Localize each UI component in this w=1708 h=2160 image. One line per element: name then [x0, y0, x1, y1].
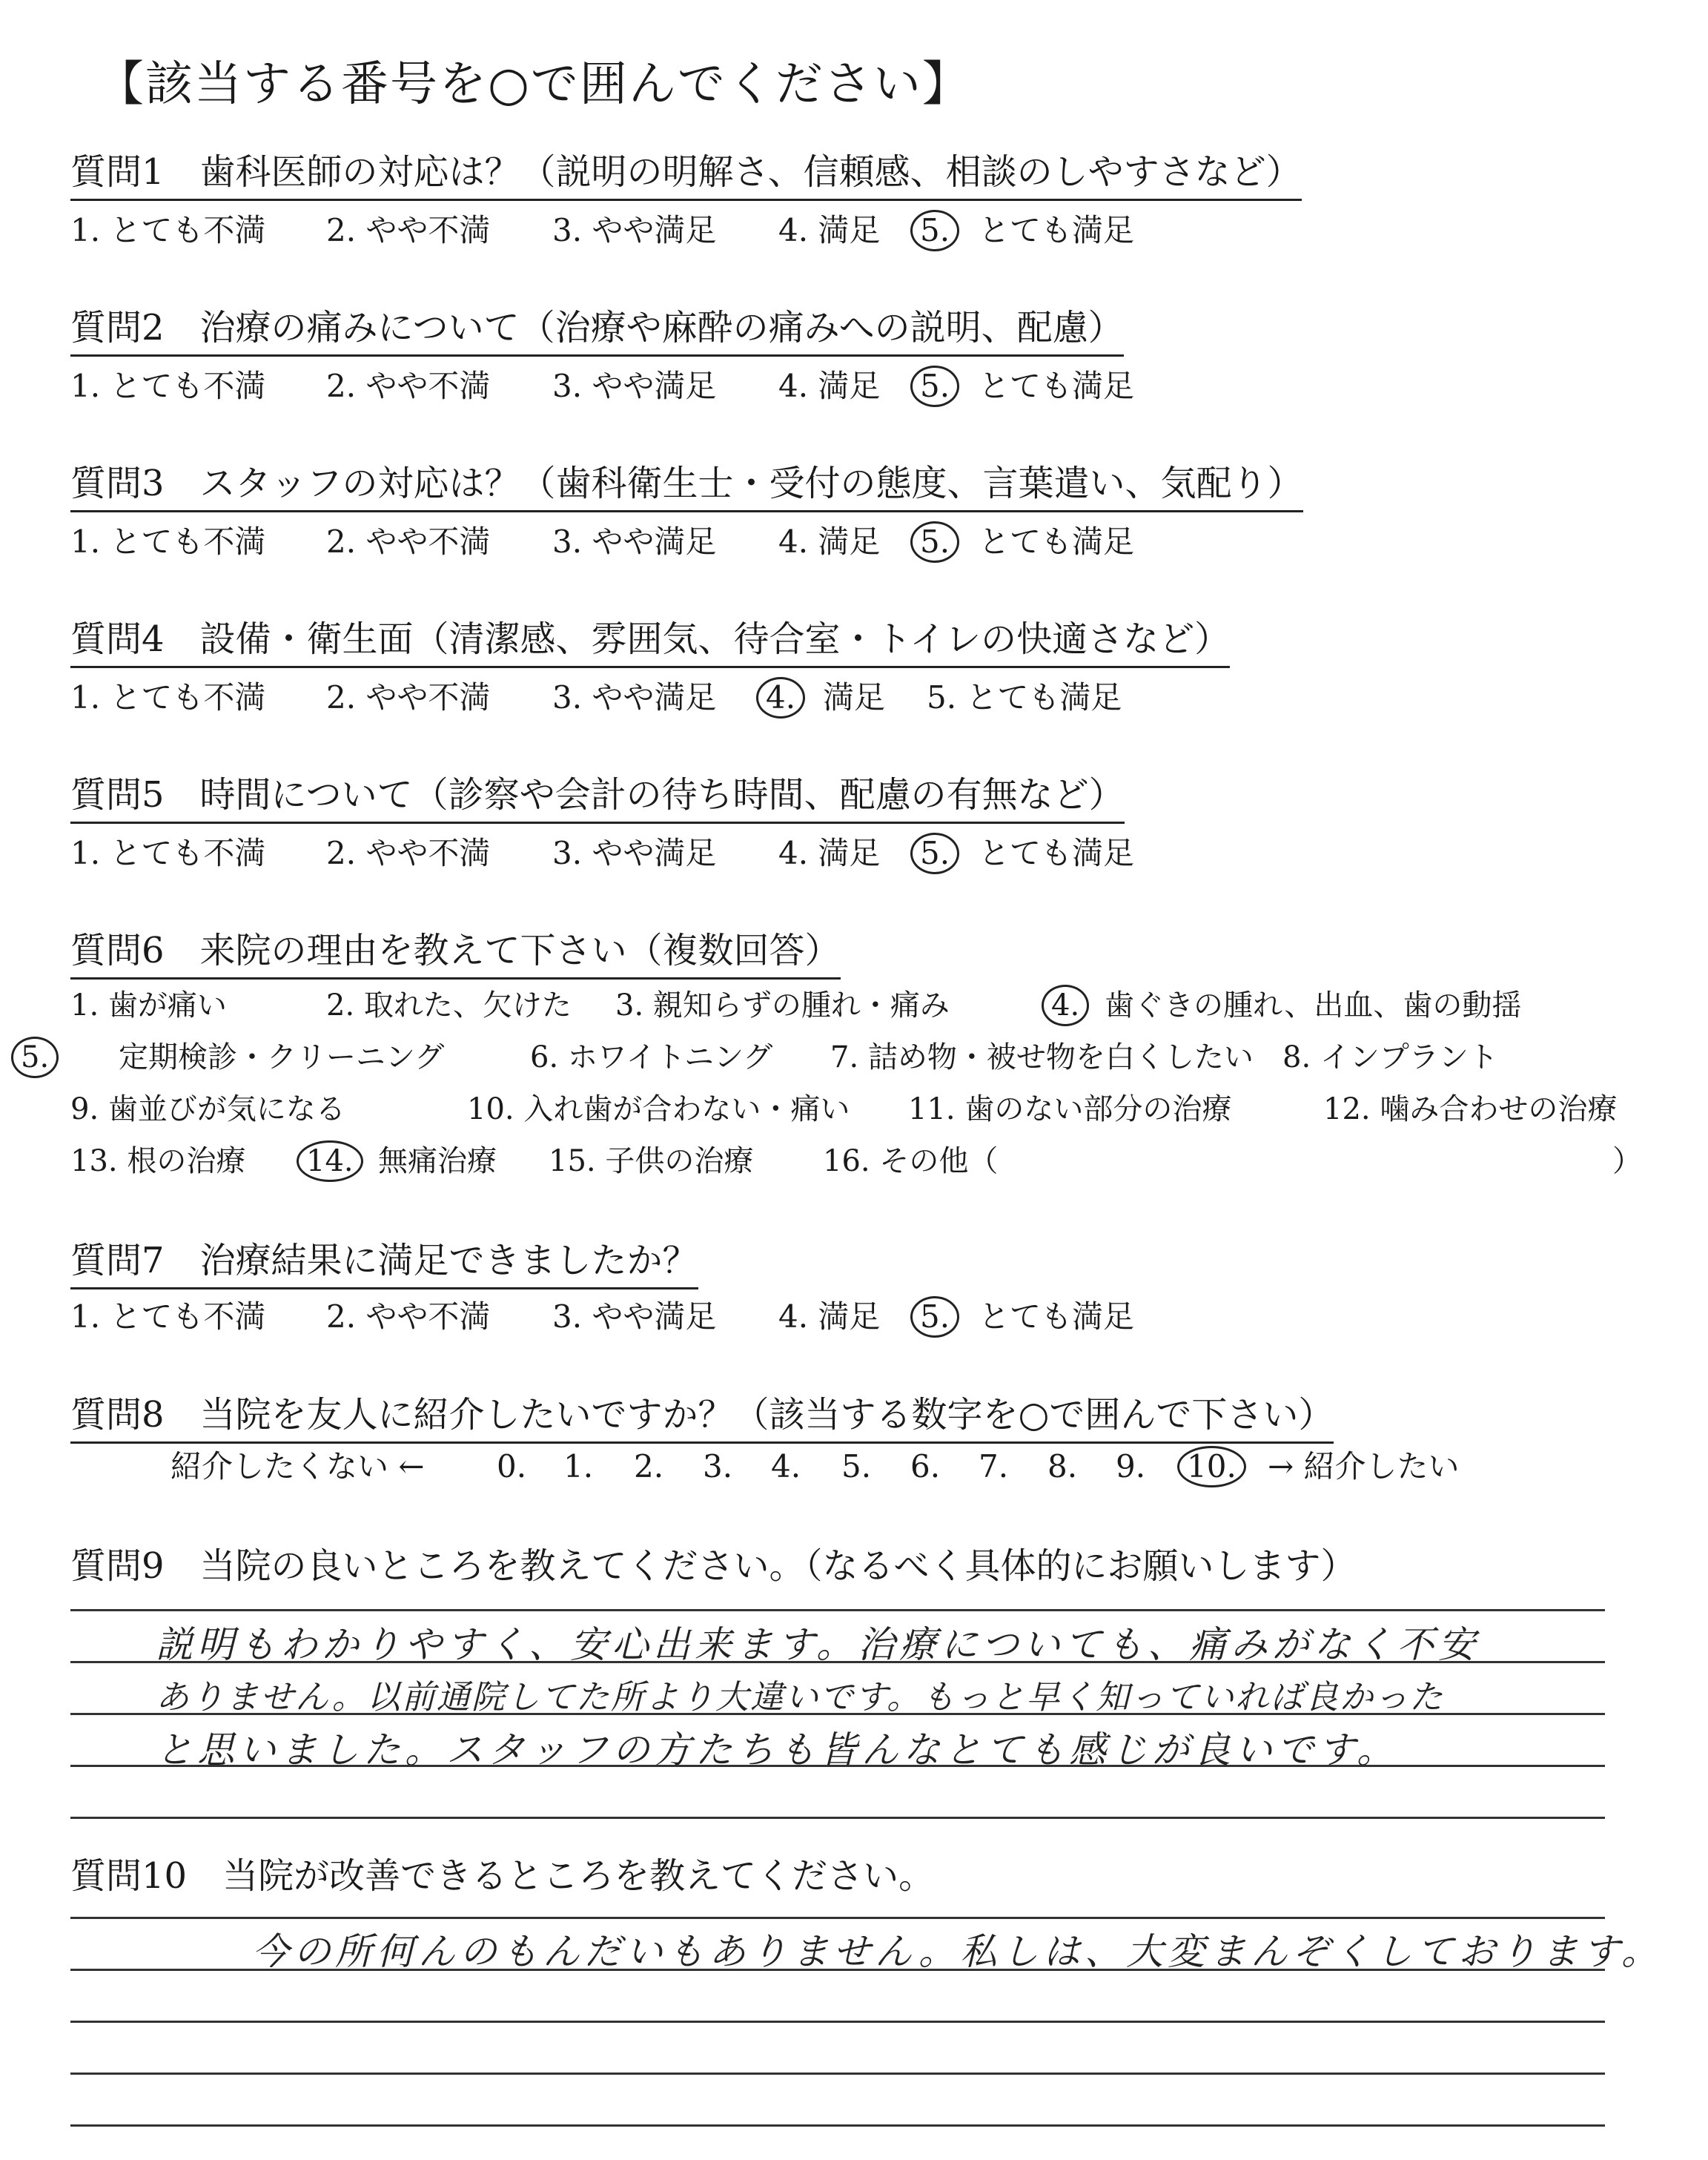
option: 無痛治療	[378, 1144, 497, 1178]
scale-selected-circle[interactable]: 10.	[1177, 1446, 1246, 1487]
option: とても満足	[979, 1298, 1135, 1335]
scale-value[interactable]: 8.	[1047, 1448, 1078, 1484]
option[interactable]: 3. やや満足	[552, 835, 717, 871]
handwritten-answer-line-1: 説明もわかりやすく、安心出来ます。治療についても、痛みがなく不安	[156, 1623, 1480, 1666]
option-selected-circle[interactable]: 5.	[11, 1037, 59, 1078]
scale-value[interactable]: 6.	[910, 1448, 941, 1484]
question-1-heading: 質問1 歯科医師の対応は？（説明の明解さ、信頼感、相談のしやすさなど）	[70, 150, 1302, 201]
option: 満足	[823, 679, 886, 716]
answer-line	[70, 1917, 1605, 1919]
scale-value[interactable]: 7.	[979, 1448, 1009, 1484]
option[interactable]: 1. とても不満	[70, 212, 266, 248]
option[interactable]: 12. 噛み合わせの治療	[1323, 1092, 1618, 1126]
option-selected-circle[interactable]: 5.	[910, 833, 959, 874]
option[interactable]: 1. とても不満	[70, 679, 266, 716]
option[interactable]: 15. 子供の治療	[549, 1144, 754, 1178]
option[interactable]: 9. 歯並びが気になる	[70, 1092, 345, 1126]
option[interactable]: 10. 入れ歯が合わない・痛い	[467, 1092, 850, 1126]
option[interactable]: 8. インプラント	[1282, 1040, 1498, 1074]
option[interactable]: 2. やや不満	[326, 212, 491, 248]
option-selected-circle[interactable]: 4.	[1042, 985, 1089, 1026]
answer-line	[70, 2124, 1605, 2127]
option[interactable]: 5. とても満足	[927, 679, 1122, 716]
option[interactable]: 4. 満足	[778, 524, 881, 560]
question-3-heading: 質問3 スタッフの対応は？（歯科衛生士・受付の態度、言葉遣い、気配り）	[70, 461, 1303, 512]
page-title: 【該当する番号を○で囲んでください】	[96, 57, 971, 112]
option-selected-circle[interactable]: 5.	[910, 210, 959, 251]
option[interactable]: 1. とても不満	[70, 835, 266, 871]
question-5-heading: 質問5 時間について（診察や会計の待ち時間、配慮の有無など）	[70, 773, 1125, 824]
option[interactable]: 3. やや満足	[552, 524, 717, 560]
question-7-heading: 質問7 治療結果に満足できましたか？	[70, 1238, 698, 1289]
option[interactable]: 4. 満足	[778, 1298, 881, 1335]
option[interactable]: 2. やや不満	[326, 1298, 491, 1335]
scale-value[interactable]: 0.	[497, 1448, 527, 1484]
handwritten-answer-line-2: ありません。以前通院してた所より大違いです。もっと早く知っていれば良かった	[156, 1677, 1445, 1717]
option[interactable]: 4. 満足	[778, 368, 881, 404]
answer-line	[70, 1817, 1605, 1819]
option: ）	[1612, 1144, 1642, 1178]
option[interactable]: 3. 親知らずの腫れ・痛み	[615, 988, 950, 1023]
option[interactable]: 11. 歯のない部分の治療	[908, 1092, 1232, 1126]
option[interactable]: 2. やや不満	[326, 524, 491, 560]
option[interactable]: 2. やや不満	[326, 368, 491, 404]
option[interactable]: 3. やや満足	[552, 212, 717, 248]
question-6-heading: 質問6 来院の理由を教えて下さい（複数回答）	[70, 928, 841, 980]
handwritten-answer-line-1: 今の所何んのもんだいもありません。私しは、大変まんぞくしております。	[252, 1930, 1663, 1973]
option[interactable]: 3. やや満足	[552, 368, 717, 404]
option[interactable]: 2. 取れた、欠けた	[326, 988, 572, 1023]
option: とても満足	[979, 524, 1135, 560]
option[interactable]: 4. 満足	[778, 835, 881, 871]
answer-line	[70, 1609, 1605, 1611]
scale-value[interactable]: 4.	[771, 1448, 801, 1484]
question-8-heading: 質問8 当院を友人に紹介したいですか？（該当する数字を○で囲んで下さい）	[70, 1393, 1334, 1444]
option[interactable]: 13. 根の治療	[70, 1144, 246, 1178]
question-10-heading: 質問10 当院が改善できるところを教えてください。	[70, 1855, 935, 1897]
question-4-heading: 質問4 設備・衛生面（清潔感、雰囲気、待合室・トイレの快適さなど）	[70, 617, 1230, 668]
scale-left-label: 紹介したくない ←	[171, 1448, 425, 1484]
answer-line	[70, 2073, 1605, 2075]
option: とても満足	[979, 212, 1135, 248]
option[interactable]: 1. とても不満	[70, 1298, 266, 1335]
option-selected-circle[interactable]: 5.	[910, 1296, 959, 1338]
option[interactable]: 1. とても不満	[70, 524, 266, 560]
answer-line	[70, 2021, 1605, 2023]
option-selected-circle[interactable]: 5.	[910, 521, 959, 563]
option[interactable]: 2. やや不満	[326, 679, 491, 716]
scale-value[interactable]: 3.	[703, 1448, 733, 1484]
scale-value[interactable]: 1.	[563, 1448, 594, 1484]
scale-right-label: → 紹介したい	[1268, 1448, 1460, 1484]
option[interactable]: 3. やや満足	[552, 679, 717, 716]
option[interactable]: 3. やや満足	[552, 1298, 717, 1335]
option[interactable]: 7. 詰め物・被せ物を白くしたい	[830, 1040, 1254, 1074]
option: 歯ぐきの腫れ、出血、歯の動揺	[1105, 988, 1522, 1023]
option: とても満足	[979, 835, 1135, 871]
option: 定期検診・クリーニング	[119, 1040, 445, 1074]
option: とても満足	[979, 368, 1135, 404]
option-selected-circle[interactable]: 14.	[297, 1140, 363, 1182]
option[interactable]: 16. その他（	[823, 1144, 999, 1178]
option-selected-circle[interactable]: 5.	[910, 366, 959, 407]
scale-value[interactable]: 9.	[1116, 1448, 1146, 1484]
option-selected-circle[interactable]: 4.	[756, 677, 805, 719]
option[interactable]: 2. やや不満	[326, 835, 491, 871]
option[interactable]: 1. 歯が痛い	[70, 988, 227, 1023]
question-9-heading: 質問9 当院の良いところを教えてください。（なるべく具体的にお願いします）	[70, 1545, 1357, 1587]
option[interactable]: 4. 満足	[778, 212, 881, 248]
scale-value[interactable]: 5.	[841, 1448, 872, 1484]
scale-value[interactable]: 2.	[634, 1448, 664, 1484]
question-2-heading: 質問2 治療の痛みについて（治療や麻酔の痛みへの説明、配慮）	[70, 305, 1124, 357]
handwritten-answer-line-3: と思いました。スタッフの方たちも皆んなとても感じが良いです。	[156, 1728, 1398, 1771]
option[interactable]: 6. ホワイトニング	[530, 1040, 773, 1074]
option[interactable]: 1. とても不満	[70, 368, 266, 404]
